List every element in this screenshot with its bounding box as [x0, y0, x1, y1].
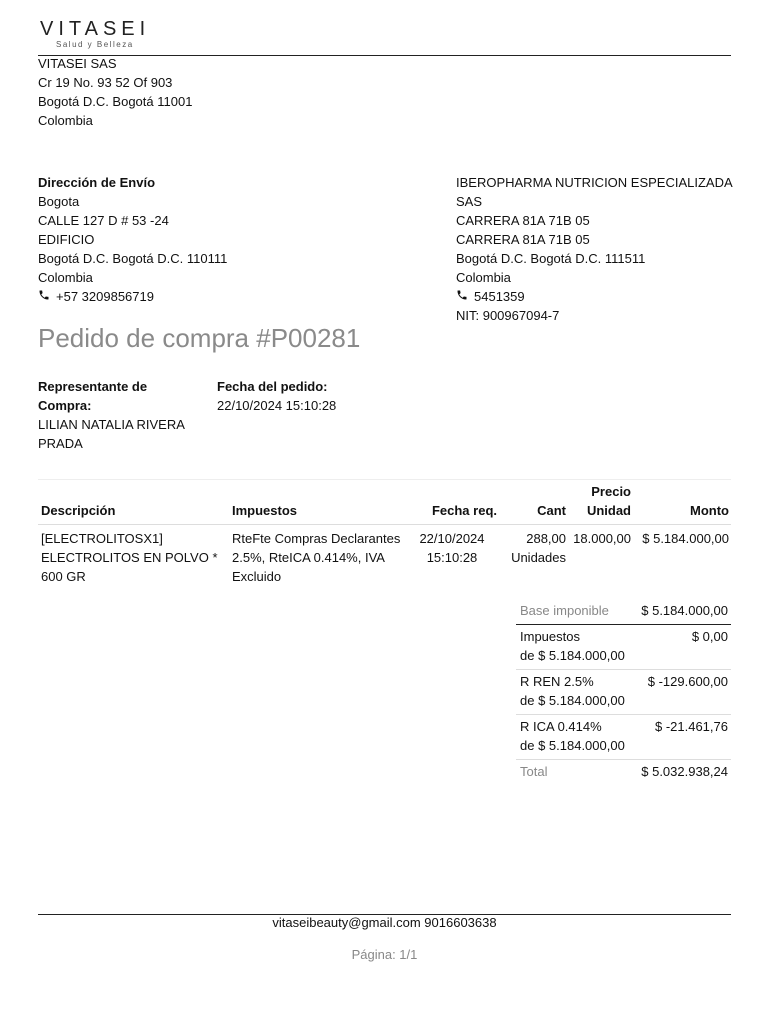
shipping-line: EDIFICIO: [38, 232, 95, 247]
ica-label-line: de $ 5.184.000,00: [520, 738, 625, 753]
row-taxes-line: RteFte Compras Declarantes: [232, 531, 401, 546]
logo-tagline: Salud y Belleza: [56, 40, 134, 49]
rep-value-cont: PRADA: [38, 436, 83, 451]
row-description: [38, 525, 229, 589]
vendor-address: [456, 173, 733, 325]
shipping-line: Bogota: [38, 194, 80, 209]
company-address-line: Cr 19 No. 93 52 Of 903: [38, 75, 173, 90]
vendor-line: CARRERA 81A 71B 05: [456, 232, 590, 247]
vendor-name: IBEROPHARMA NUTRICION ESPECIALIZADA: [456, 175, 733, 190]
row-taxes-line: 2.5%, RteICA 0.414%, IVA: [232, 550, 385, 565]
row-qty: [499, 525, 568, 589]
col-unit-price: [568, 480, 633, 525]
shipping-phone-number: +57 3209856719: [56, 289, 154, 304]
totals-ica-row: [516, 715, 731, 760]
shipping-address: [38, 173, 227, 306]
tax-label-line: Impuestos: [520, 629, 580, 644]
tax-label: [516, 625, 633, 670]
tax-label-line: de $ 5.184.000,00: [520, 648, 625, 663]
vendor-city: Bogotá D.C. Bogotá D.C. 111511: [456, 251, 646, 266]
purchase-representative: [38, 377, 185, 453]
row-qty-unit: Unidades: [511, 550, 566, 565]
shipping-phone: [38, 287, 227, 306]
row-qty-value: 288,00: [526, 531, 566, 546]
totals-base-row: [516, 599, 731, 625]
row-description-line: ELECTROLITOS EN POLVO *: [41, 550, 218, 565]
company-country: Colombia: [38, 113, 93, 128]
ren-label-line: de $ 5.184.000,00: [520, 693, 625, 708]
total-label: Total: [516, 760, 633, 786]
totals-tax-row: [516, 625, 731, 670]
shipping-country: Colombia: [38, 270, 93, 285]
page-number: Página: 1/1: [351, 947, 418, 962]
table-header-row: [38, 480, 731, 525]
company-logo: [40, 18, 150, 50]
order-date-value: 22/10/2024 15:10:28: [217, 398, 337, 413]
logo-name: VITASEI: [40, 18, 151, 40]
order-lines-table: [38, 479, 731, 588]
row-date: 22/10/2024: [419, 531, 485, 546]
vendor-line: CARRERA 81A 71B 05: [456, 213, 590, 228]
order-date: [217, 377, 336, 415]
rep-label-cont: Compra:: [38, 398, 92, 413]
table-row: [38, 525, 731, 589]
row-description-line: 600 GR: [41, 569, 86, 584]
col-taxes: Impuestos: [229, 480, 404, 525]
col-unit-price-line1: Precio: [591, 484, 631, 499]
col-unit-price-line2: Unidad: [586, 503, 631, 518]
totals-table: [516, 599, 731, 785]
row-amount: $ 5.184.000,00: [642, 531, 729, 546]
ica-label-line: R ICA 0.414%: [520, 719, 602, 734]
shipping-line: Bogotá D.C. Bogotá D.C. 110111: [38, 251, 228, 266]
ica-value: $ -21.461,76: [633, 715, 731, 760]
row-date-req: [404, 525, 499, 589]
row-taxes: [229, 525, 404, 589]
row-unit-price: 18.000,00: [573, 531, 631, 546]
vendor-name-cont: SAS: [456, 194, 483, 209]
row-taxes-line: Excluido: [232, 569, 282, 584]
ica-label: [516, 715, 633, 760]
vendor-phone-number: 5451359: [474, 289, 525, 304]
shipping-line: CALLE 127 D # 53 -24: [38, 213, 169, 228]
totals-total-row: [516, 760, 731, 786]
base-label: Base imponible: [516, 599, 633, 625]
ren-value: $ -129.600,00: [633, 670, 731, 715]
vendor-nit: NIT: 900967094-7: [456, 308, 560, 323]
row-time: 15:10:28: [426, 550, 478, 565]
company-name: VITASEI SAS: [38, 56, 117, 71]
row-description-line: [ELECTROLITOSX1]: [41, 531, 163, 546]
ren-label-line: R REN 2.5%: [520, 674, 594, 689]
col-qty: Cant: [499, 480, 568, 525]
totals-ren-row: [516, 670, 731, 715]
rep-value: LILIAN NATALIA RIVERA: [38, 417, 185, 432]
ren-label: [516, 670, 633, 715]
company-city: Bogotá D.C. Bogotá 11001: [38, 94, 193, 109]
col-date-req: Fecha req.: [404, 480, 499, 525]
tax-value: $ 0,00: [633, 625, 731, 670]
footer-contact: vitaseibeauty@gmail.com 9016603638: [272, 915, 497, 930]
phone-icon: [38, 287, 50, 306]
base-value: $ 5.184.000,00: [633, 599, 731, 625]
company-address: [38, 54, 192, 130]
vendor-country: Colombia: [456, 270, 511, 285]
vendor-phone: [456, 287, 733, 306]
rep-label: Representante de: [38, 379, 148, 394]
col-amount: Monto: [633, 480, 731, 525]
shipping-heading: Dirección de Envío: [38, 175, 156, 190]
total-value: $ 5.032.938,24: [633, 760, 731, 786]
order-date-label: Fecha del pedido:: [217, 379, 328, 394]
phone-icon: [456, 287, 468, 306]
col-description: Descripción: [38, 480, 229, 525]
page-title: Pedido de compra #P00281: [38, 323, 361, 353]
